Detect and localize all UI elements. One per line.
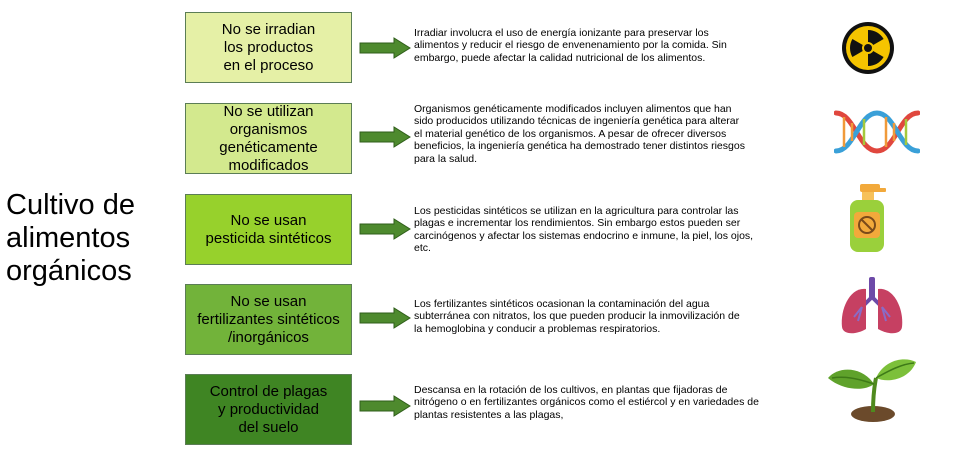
lungs-icon (838, 275, 906, 337)
arrow-right-icon (358, 37, 412, 59)
arrow-right-icon (358, 126, 412, 148)
description-pesticides: Los pesticidas sintéticos se utilizan en la agricultura para controlar las plagas e incrementar los rendimientos. Sin embargo estos pueden ser carcinógenos y afectar los sistemas endocrino e inmune, la piel, los ojos, etc. (414, 205, 754, 255)
arrow-right-icon (358, 307, 412, 329)
description-irradiation: Irradiar involucra el uso de energía ionizante para preservar los alimentos y reducir el riesgo de envenenamiento por la comida. Sin embargo, puede afectar la calidad nutricional de los alimentos. (414, 27, 727, 64)
arrow-right-icon (358, 218, 412, 240)
sprout-icon (826, 354, 918, 424)
arrow-right-icon (358, 395, 412, 417)
description-gmo: Organismos genéticamente modificados incluyen alimentos que han sido producidos utilizando técnicas de ingeniería genética para alterar el material genético de los organismos. A pesar de ofrecer diversos beneficios, la ingeniería genética ha demostrado tener distintos riesgos para la salud. (414, 103, 745, 165)
diagram-title: Cultivo de alimentos orgánicos (6, 189, 135, 287)
box-no-synthetic-fertilizers: No se usan fertilizantes sintéticos /inorgánicos (185, 284, 352, 355)
box-no-pesticides: No se usan pesticida sintéticos (185, 194, 352, 265)
radiation-icon (841, 21, 895, 75)
spray-bottle-icon (846, 182, 888, 254)
dna-icon (834, 103, 920, 161)
box-no-gmo: No se utilizan organismos genéticamente modificados (185, 103, 352, 174)
description-fertilizers: Los fertilizantes sintéticos ocasionan la contaminación del agua subterránea con nitratos, los que pueden producir la inmovilización de la hemoglobina y conducir a problemas respiratorios. (414, 298, 740, 335)
description-pest-control: Descansa en la rotación de los cultivos, en plantas que fijadoras de nitrógeno o en fertilizantes orgánicos como el estiércol y en variedades de plantas resistentes a las plagas, (414, 384, 759, 421)
box-pest-control: Control de plagas y productividad del suelo (185, 374, 352, 445)
box-no-irradiation: No se irradian los productos en el proceso (185, 12, 352, 83)
